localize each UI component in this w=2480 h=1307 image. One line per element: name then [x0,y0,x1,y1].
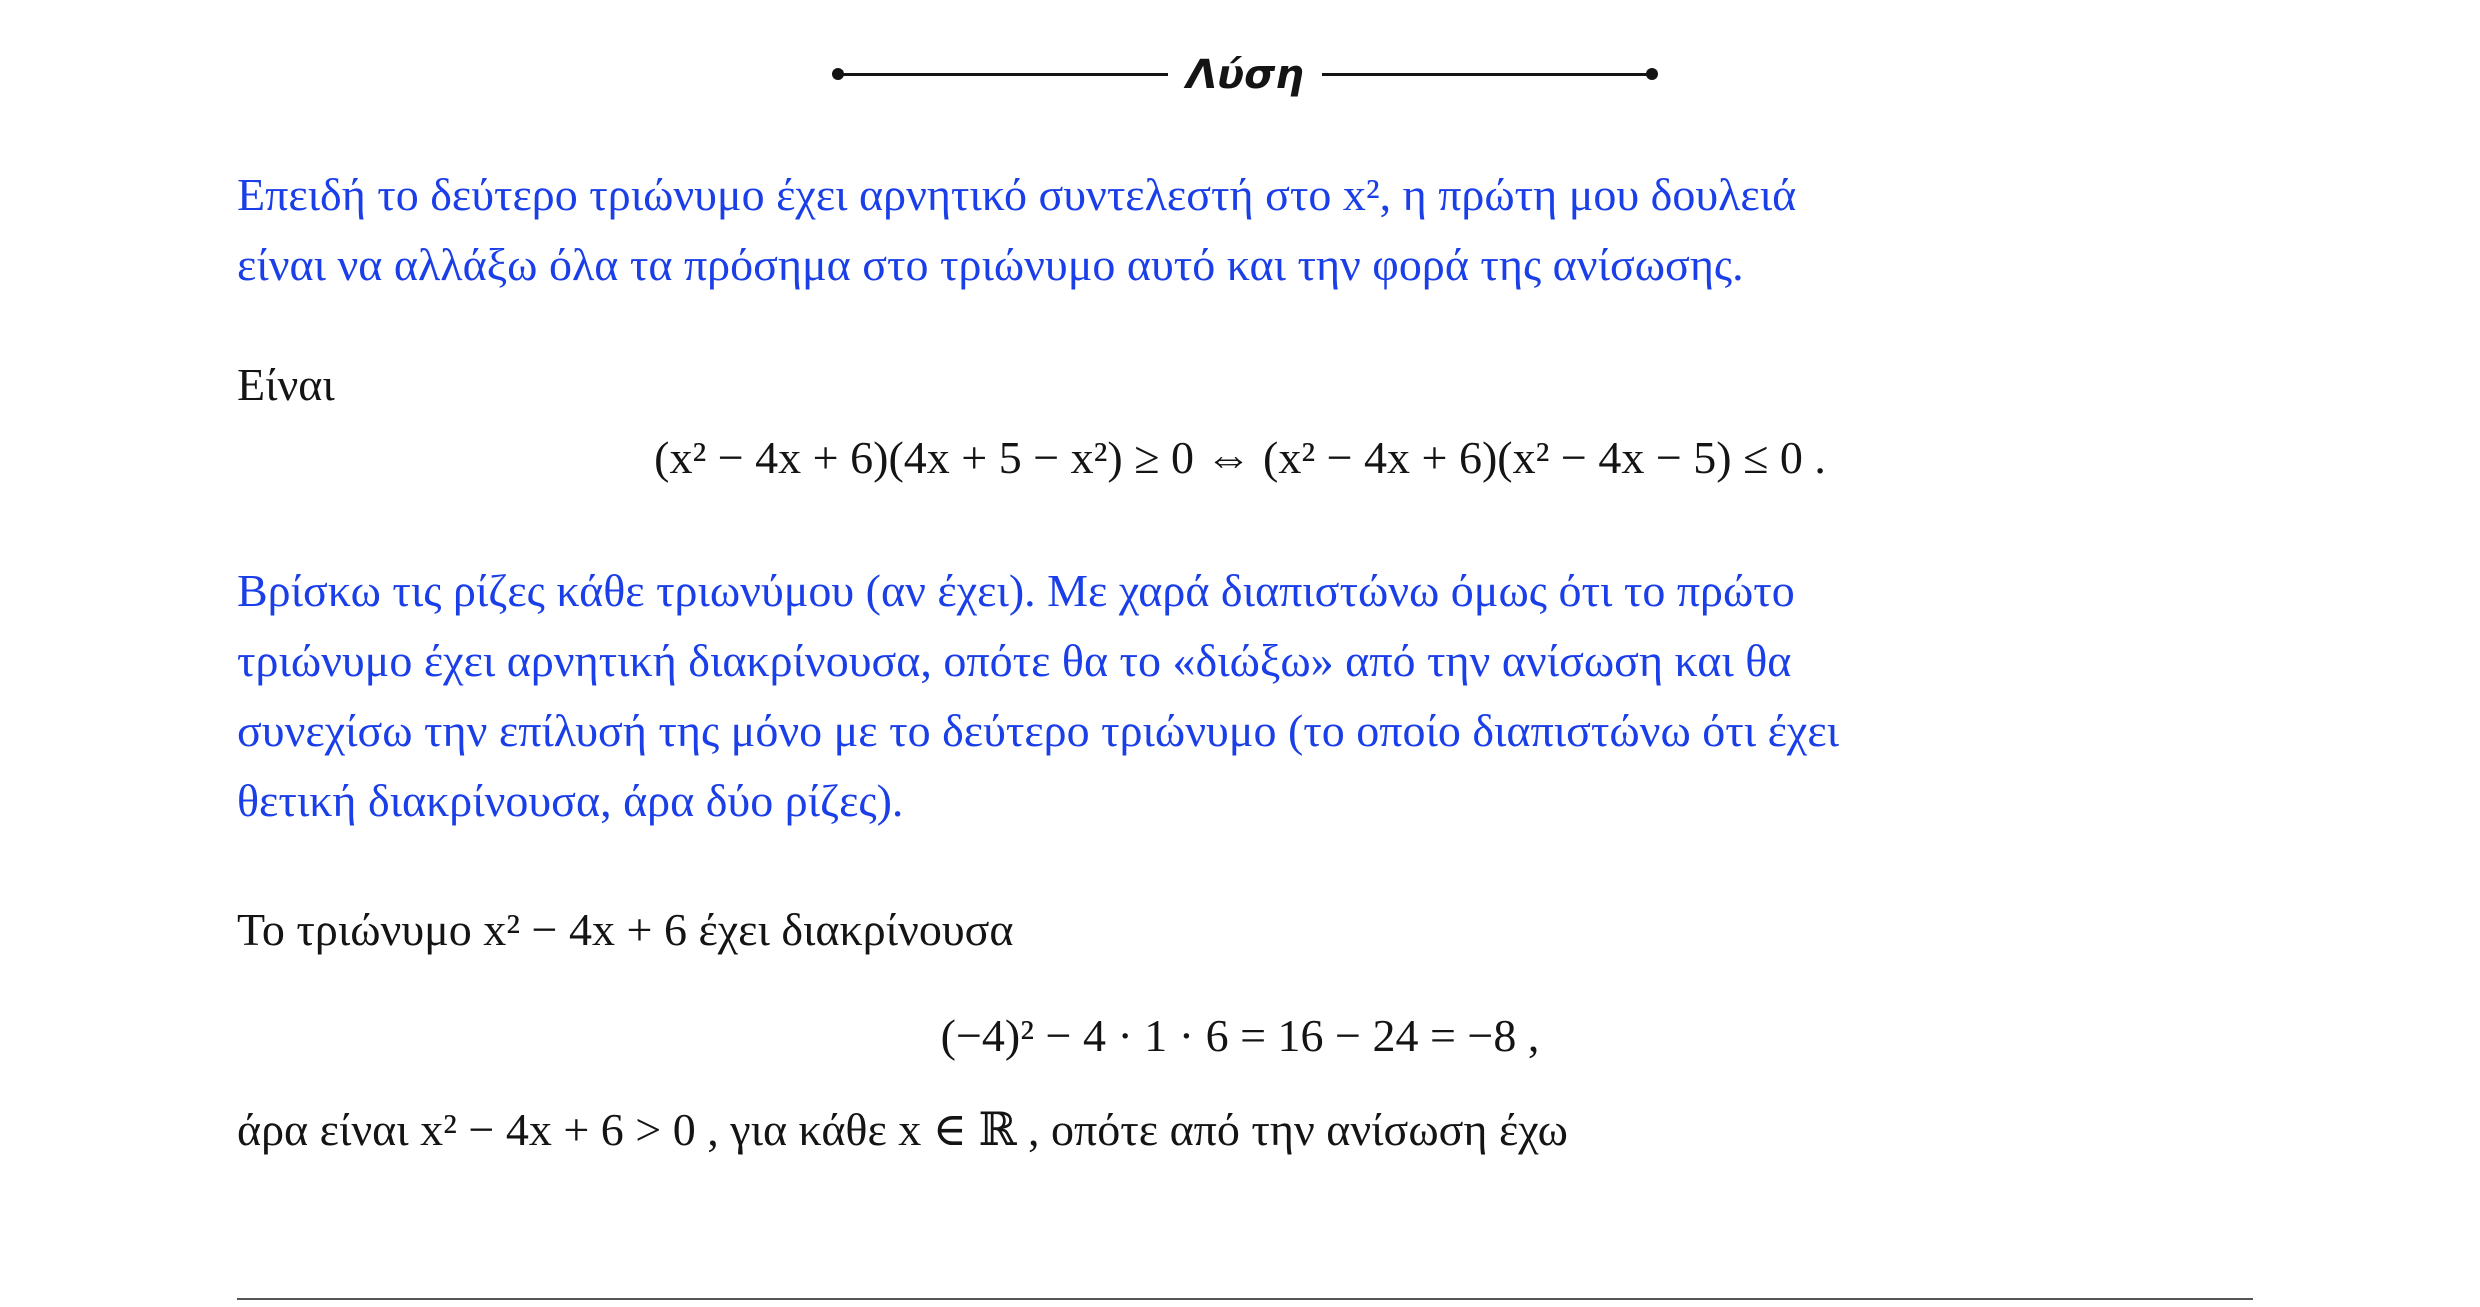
bottom-rule [237,1298,2253,1300]
solution-heading [0,40,2480,110]
roots-paragraph [237,556,2277,836]
heading-right-dot [1646,68,1658,80]
intro-paragraph [237,160,2277,300]
equation-inequality-transform: (x² − 4x + 6)(4x + 5 − x²) ≥ 0 ⇔ (x² − 4x + 6)(x² − 4x − 5) ≤ 0 . [654,432,1826,483]
conclusion-sentence: άρα είναι x² − 4x + 6 > 0 , για κάθε x ∈ ℝ , οπότε από την ανίσωση έχω [237,1104,1568,1155]
intro-line-2: είναι να αλλάξω όλα τα πρόσημα στο τριώνυμο αυτό και την φορά της ανίσωσης. [237,239,1744,290]
trinomial-sentence: Το τριώνυμο x² − 4x + 6 έχει διακρίνουσα [237,904,1014,955]
roots-line-3: συνεχίσω την επίλυσή της μόνο με το δεύτερο τριώνυμο (το οποίο διαπιστώνω ότι έχει [237,705,1840,756]
roots-line-2: τριώνυμο έχει αρνητική διακρίνουσα, οπότε θα το «διώξω» από την ανίσωση και θα [237,635,1792,686]
equation-discriminant: (−4)² − 4 · 1 · 6 = 16 − 24 = −8 , [940,1010,1540,1061]
heading-right-rule [1322,73,1652,76]
roots-line-1: Βρίσκω τις ρίζες κάθε τριωνύμου (αν έχει). Με χαρά διαπιστώνω όμως ότι το πρώτο [237,565,1795,616]
roots-line-4: θετική διακρίνουσα, άρα δύο ρίζες). [237,775,904,826]
label-einai: Είναι [237,359,335,410]
heading-left-rule [838,73,1168,76]
heading-title: Λύση [1186,52,1304,98]
intro-line-1: Επειδή το δεύτερο τριώνυμο έχει αρνητικό συντελεστή στο x², η πρώτη μου δουλειά [237,169,1797,220]
